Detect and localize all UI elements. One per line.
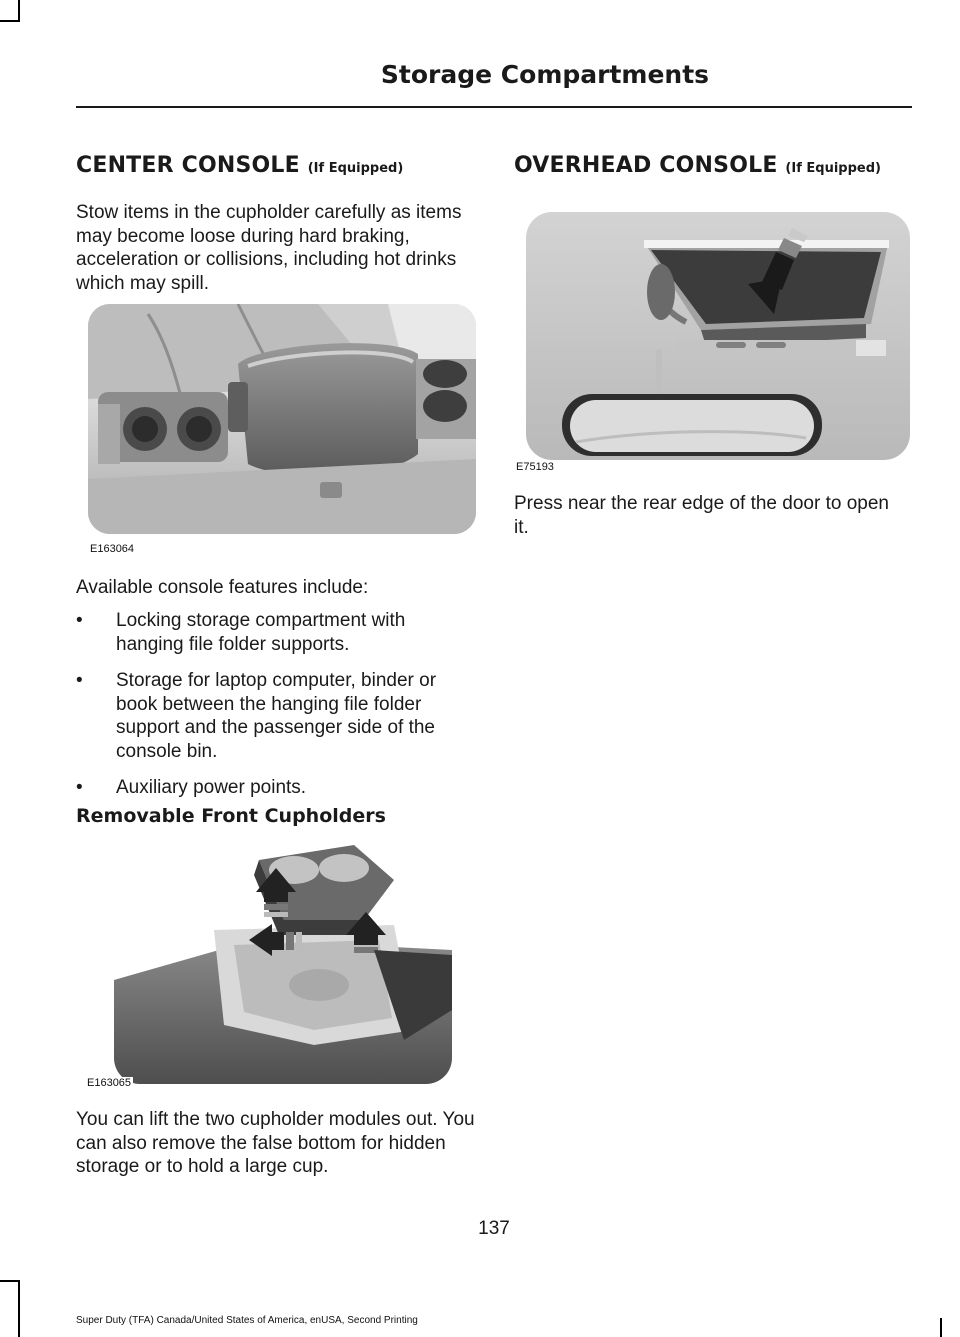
- center-console-qualifier: (If Equipped): [307, 161, 404, 176]
- crop-mark-bottom-right-v: [940, 1318, 942, 1337]
- cupholders-illustration: [114, 840, 452, 1084]
- crop-mark-top-left-v: [18, 0, 20, 22]
- crop-mark-bottom-left-h: [0, 1280, 20, 1282]
- center-console-heading: [76, 153, 403, 178]
- center-console-illustration: [88, 304, 476, 534]
- bullet: •: [76, 610, 83, 631]
- cupholders-figure-code: E163065: [87, 1077, 132, 1089]
- bullet: •: [76, 777, 83, 798]
- overhead-console-figure: [526, 212, 910, 460]
- features-list: [76, 609, 478, 813]
- header-rule: [76, 106, 912, 108]
- features-intro: Available console features include:: [76, 577, 369, 598]
- center-console-heading-text: CENTER CONSOLE: [76, 153, 300, 178]
- cupholders-figure: [114, 840, 452, 1084]
- footer-text: Super Duty (TFA) Canada/United States of America, enUSA, Second Printing: [76, 1315, 418, 1326]
- list-item: [76, 776, 478, 800]
- overhead-console-figure-code: E75193: [516, 461, 554, 473]
- feature-text: Auxiliary power points.: [116, 777, 307, 798]
- overhead-console-illustration: [526, 212, 910, 460]
- center-console-figure-code: E163064: [90, 543, 135, 555]
- feature-text: Storage for laptop computer, binder or book between the hanging file folder support and the passenger side of the console bin.: [116, 670, 437, 762]
- page-number: 137: [478, 1218, 510, 1239]
- list-item: [76, 609, 478, 656]
- bullet: •: [76, 670, 83, 691]
- overhead-console-text: Press near the rear edge of the door to open it.: [514, 493, 889, 538]
- overhead-console-heading: [514, 153, 881, 178]
- crop-mark-top-left-h: [0, 20, 20, 22]
- cupholders-heading: Removable Front Cupholders: [76, 805, 386, 827]
- overhead-console-qualifier: (If Equipped): [785, 161, 881, 176]
- list-item: [76, 669, 478, 763]
- center-console-intro: Stow items in the cupholder carefully as items may become loose during hard braking, acceleration or collisions, including hot drinks which may spill.: [76, 202, 462, 294]
- center-console-figure: [88, 304, 476, 534]
- overhead-console-heading-text: OVERHEAD CONSOLE: [514, 153, 778, 178]
- page-title: Storage Compartments: [380, 60, 710, 89]
- feature-text: Locking storage compartment with hanging file folder supports.: [116, 610, 406, 655]
- cupholders-text: You can lift the two cupholder modules out. You can also remove the false bottom for hidden storage or to hold a large cup.: [76, 1109, 475, 1177]
- crop-mark-bottom-left-v: [18, 1280, 20, 1337]
